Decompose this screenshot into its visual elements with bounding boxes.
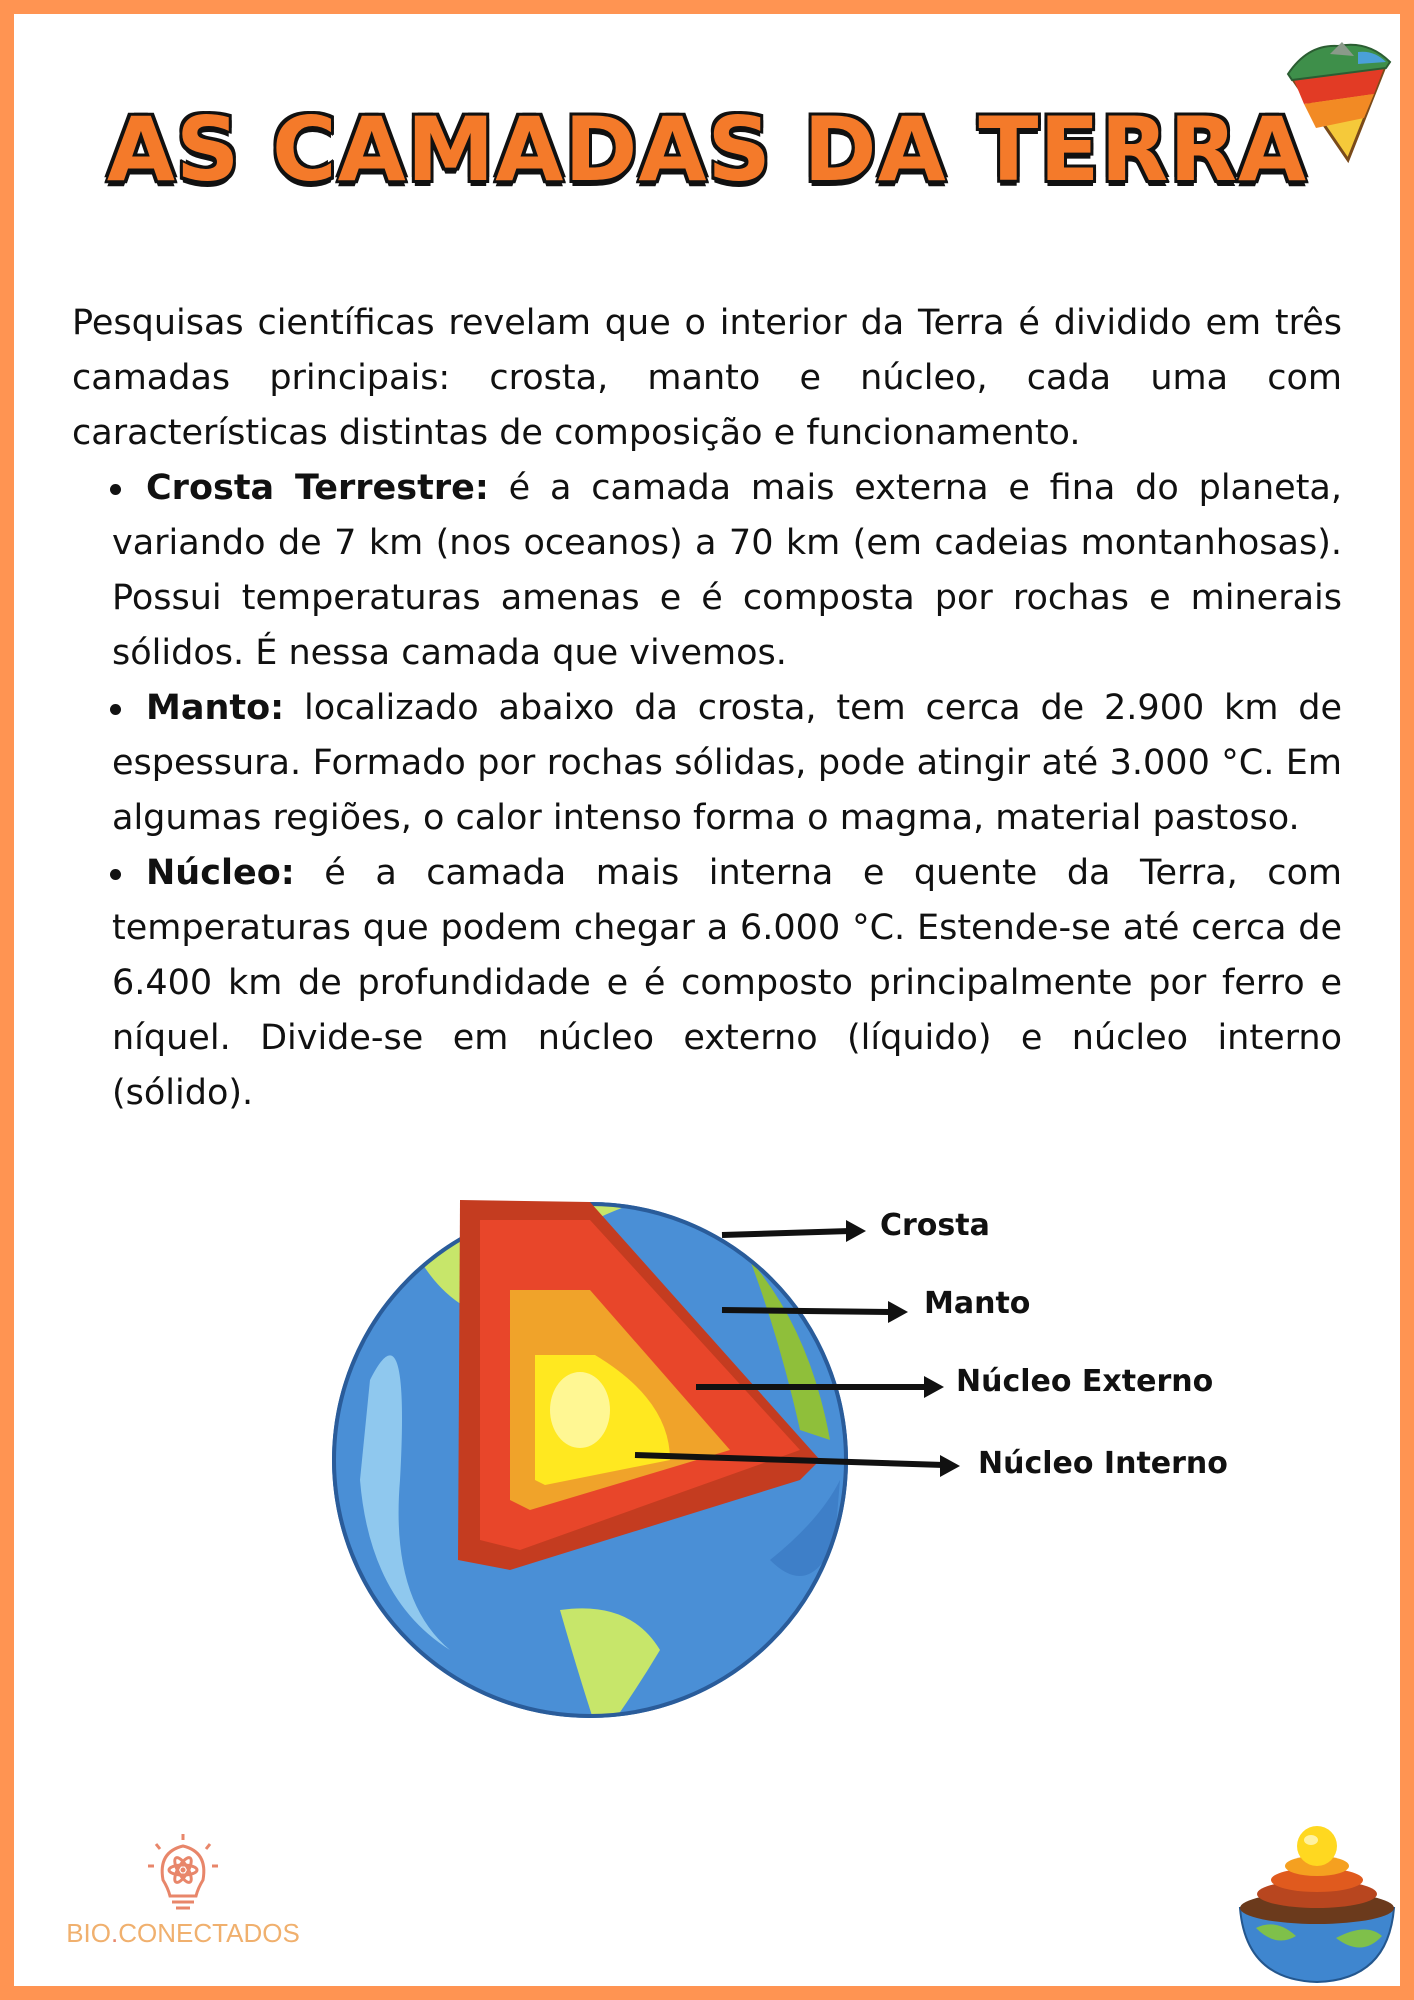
- list-item-mantle: [72, 681, 1342, 846]
- label-outer-core: Núcleo Externo: [956, 1364, 1214, 1399]
- term-mantle: Manto:: [146, 688, 285, 728]
- earth-layers-wedge-icon: [1278, 34, 1400, 164]
- text-core: é a camada mais interna e quente da Terra, com temperaturas que podem chegar a 6.000 °C. Estende-se até cerca de 6.400 km de profundidade e é composto principalmente por ferro e níquel. Divide-se em núcleo externo (líquido) e núcleo interno (sólido).: [112, 853, 1342, 1113]
- text-crust: é a camada mais externa e fina do planeta, variando de 7 km (nos oceanos) a 70 km (em cadeias montanhosas). Possui temperaturas amenas e é composta por rochas e minerais sólidos. É nessa camada que vivemos.: [112, 468, 1343, 673]
- label-inner-core: Núcleo Interno: [978, 1446, 1228, 1481]
- text-mantle: localizado abaixo da crosta, tem cerca de 2.900 km de espessura. Formado por rochas sólidas, pode atingir até 3.000 °C. Em algumas regiões, o calor intenso forma o magma, material pastoso.: [112, 688, 1342, 838]
- label-crust: Crosta: [880, 1208, 990, 1243]
- page-title: AS CAMADAS DA TERRA: [106, 98, 1308, 201]
- intro-paragraph: Pesquisas científicas revelam que o interior da Terra é dividido em três camadas principais: crosta, manto e núcleo, cada uma com características distintas de composição e funcionamento.: [72, 303, 1342, 453]
- earth-diagram: [330, 1180, 1280, 1740]
- list-item-crust: [72, 461, 1342, 681]
- bullet-icon: [110, 704, 121, 715]
- bio-conectados-logo: [58, 1832, 308, 1948]
- logo-text: BIO.CONECTADOS: [66, 1918, 300, 1948]
- layers-list: [72, 461, 1342, 1121]
- lightbulb-atom-icon: [58, 1832, 308, 1918]
- earth-stacked-layers-icon: [1236, 1818, 1398, 1986]
- label-mantle: Manto: [924, 1286, 1031, 1321]
- term-crust: Crosta Terrestre:: [146, 468, 489, 508]
- content-body: [72, 296, 1342, 1121]
- bullet-icon: [110, 869, 121, 880]
- list-item-core: [72, 846, 1342, 1121]
- term-core: Núcleo:: [146, 853, 295, 893]
- bullet-icon: [110, 484, 121, 495]
